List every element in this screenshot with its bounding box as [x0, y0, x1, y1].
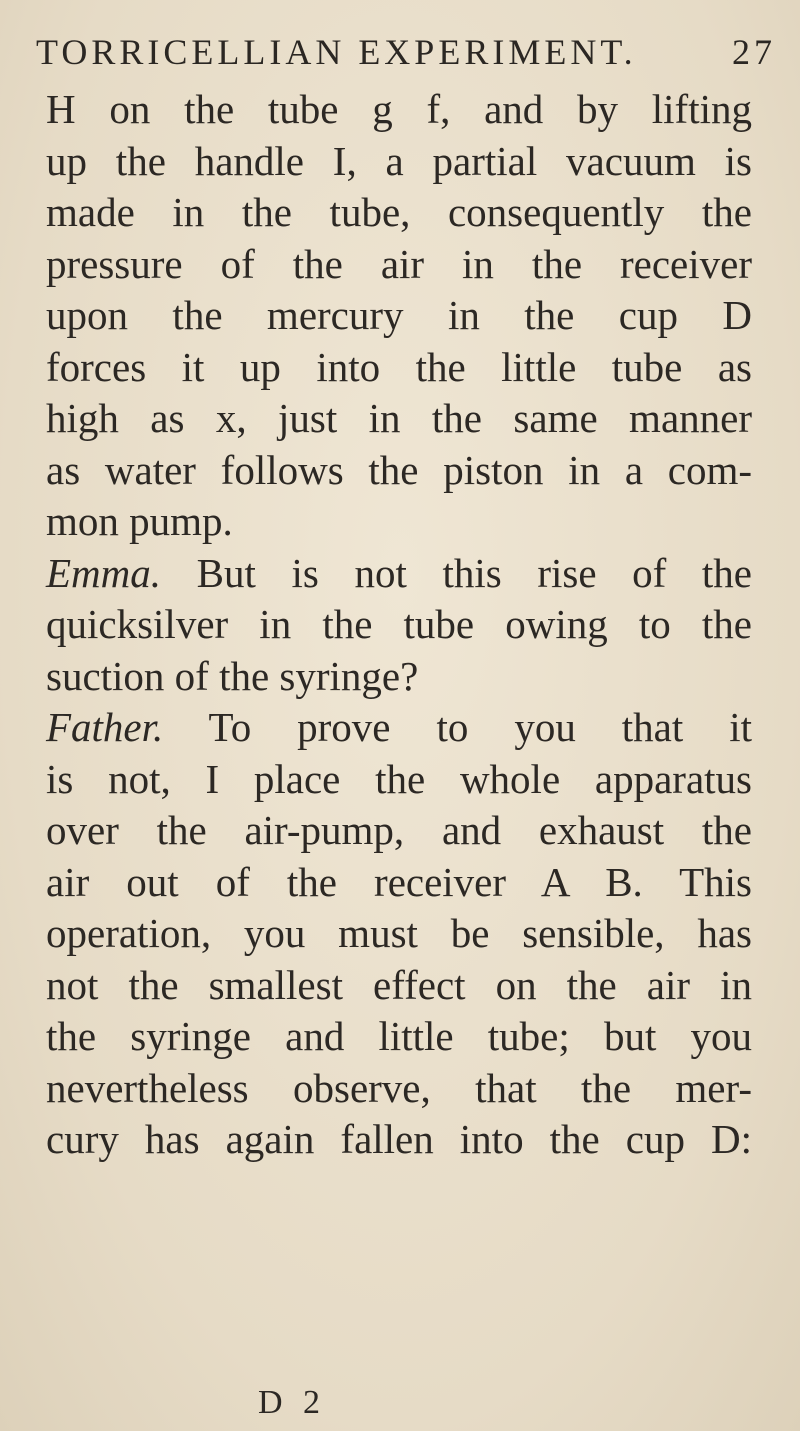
speaker-name: Emma.: [46, 549, 162, 596]
speaker-name: Father.: [46, 704, 164, 750]
text-line: air out of the receiver A B. This: [46, 858, 752, 905]
text-line: upon the mercury in the cup D: [46, 292, 752, 338]
text-line: high as x, just in the same manner: [46, 395, 752, 441]
text-line: cury has again fallen into the cup D:: [46, 1116, 752, 1162]
body-text: [46, 84, 752, 1166]
text-line: nevertheless observe, that the mer-: [46, 1064, 752, 1111]
text-line: forces it up into the little tube as: [46, 343, 752, 390]
text-line: made in the tube, consequently the: [46, 189, 752, 235]
text-line: quicksilver in the tube owing to the: [46, 601, 752, 647]
signature-mark: D 2: [258, 1384, 327, 1421]
text-line: suction of the syringe?: [46, 652, 419, 699]
text-line-emma: Emma. But is not this rise of the: [46, 549, 752, 596]
running-head: [36, 28, 776, 76]
running-title: TORRICELLIAN EXPERIMENT.: [36, 32, 637, 72]
text-line: as water follows the piston in a com-: [46, 446, 752, 493]
text-line: up the handle I, a partial vacuum is: [46, 137, 752, 184]
text-line: pressure of the air in the receiver: [46, 240, 752, 287]
text-line: H on the tube g f, and by lifting: [46, 86, 752, 132]
text-line: operation, you must be sensible, has: [46, 910, 752, 956]
page-number: 27: [732, 32, 776, 72]
text-line: over the air-pump, and exhaust the: [46, 807, 752, 853]
text-line: is not, I place the whole apparatus: [46, 755, 752, 802]
text-line: not the smallest effect on the air in: [46, 961, 752, 1008]
text-line-father: Father. To prove to you that it: [46, 704, 752, 750]
text-line: the syringe and little tube; but you: [46, 1013, 752, 1059]
text-line: mon pump.: [46, 498, 233, 544]
